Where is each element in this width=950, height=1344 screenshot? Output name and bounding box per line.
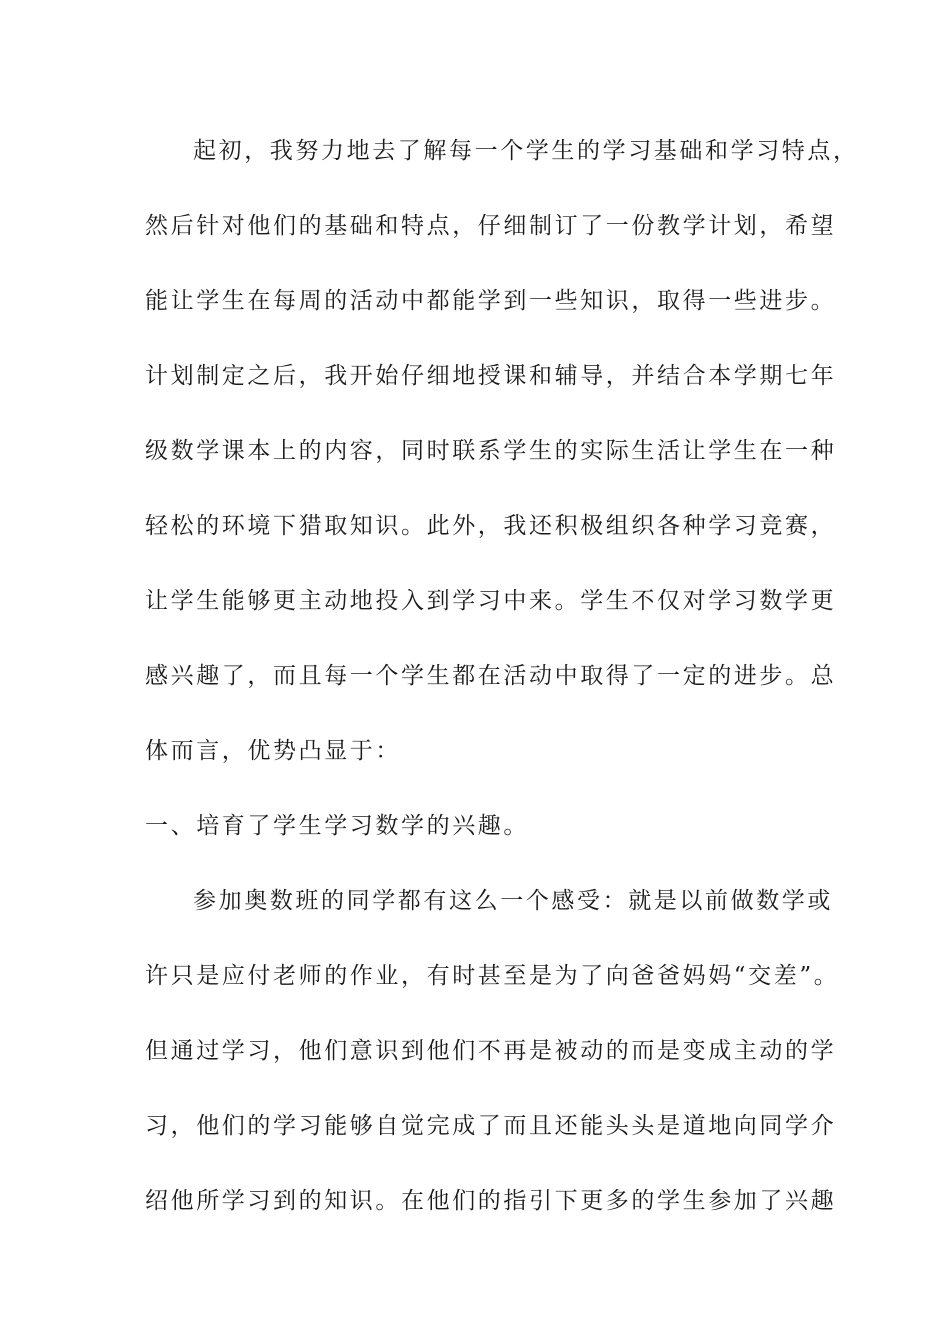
paragraph-line: 绍他所学习到的知识。在他们的指引下更多的学生参加了兴趣: [145, 1188, 837, 1214]
paragraph-line: 许只是应付老师的作业，有时甚至是为了向爸爸妈妈“交差”。: [145, 963, 840, 989]
paragraph-line: 但通过学习，他们意识到他们不再是被动的而是变成主动的学: [145, 1038, 837, 1064]
paragraph-line: 级数学课本上的内容，同时联系学生的实际生活让学生在一种: [145, 438, 837, 464]
paragraph-line: 习，他们的学习能够自觉完成了而且还能头头是道地向同学介: [145, 1113, 837, 1139]
paragraph-line: 然后针对他们的基础和特点，仔细制订了一份教学计划，希望: [145, 213, 837, 239]
paragraph-line: 让学生能够更主动地投入到学习中来。学生不仅对学习数学更: [145, 588, 837, 614]
paragraph-line: 起初，我努力地去了解每一个学生的学习基础和学习特点，: [193, 138, 859, 164]
paragraph-line: 轻松的环境下猎取知识。此外，我还积极组织各种学习竞赛，: [145, 513, 837, 539]
paragraph-line: 感兴趣了，而且每一个学生都在活动中取得了一定的进步。总: [145, 663, 837, 689]
paragraph-line: 体而言，优势凸显于：: [145, 738, 401, 764]
section-heading: 一、培育了学生学习数学的兴趣。: [145, 813, 529, 839]
paragraph-line: 参加奥数班的同学都有这么一个感受：就是以前做数学或: [193, 888, 833, 914]
paragraph-line: 能让学生在每周的活动中都能学到一些知识，取得一些进步。: [145, 288, 837, 314]
paragraph-line: 计划制定之后，我开始仔细地授课和辅导，并结合本学期七年: [145, 363, 837, 389]
